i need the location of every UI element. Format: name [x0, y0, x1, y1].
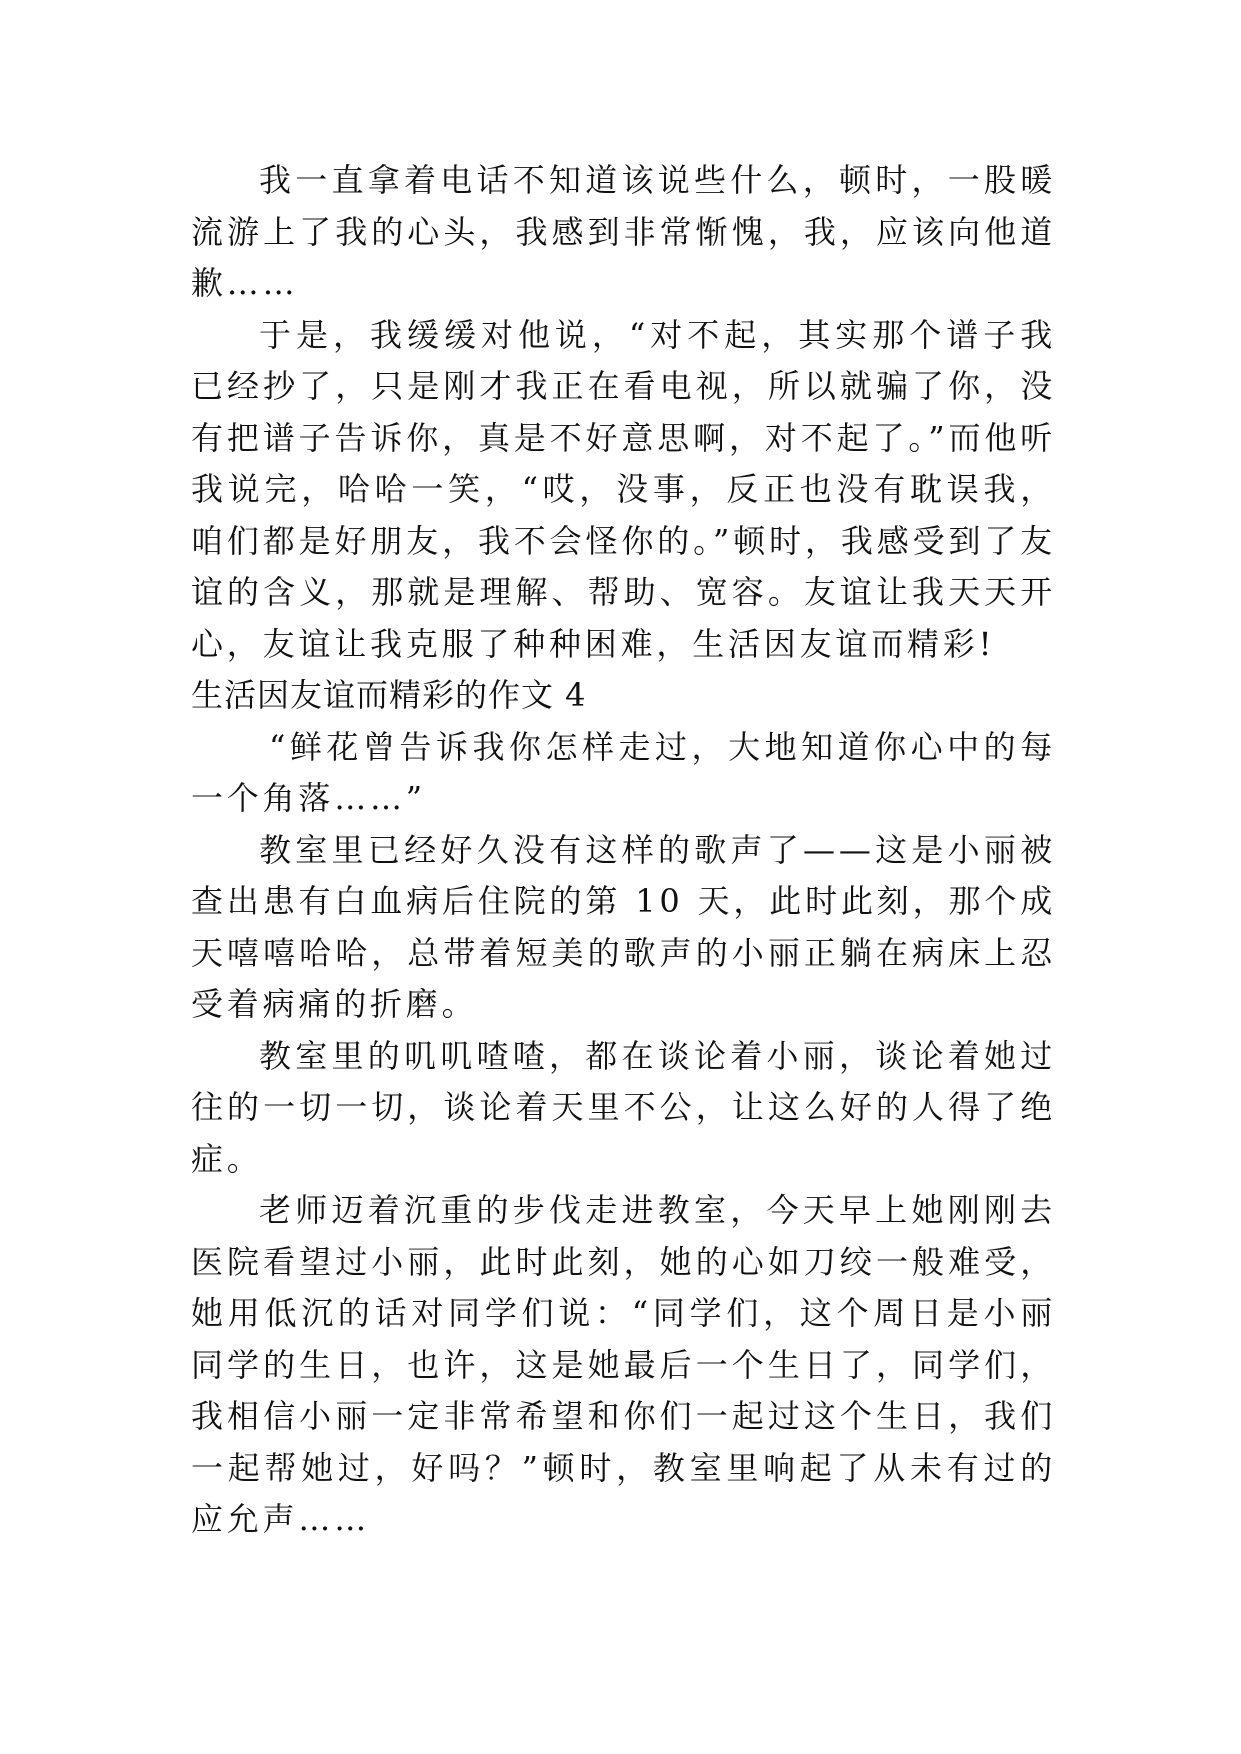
paragraph-classroom-song: 教室里已经好久没有这样的歌声了——这是小丽被查出患有白血病后住院的第 10 天，此时此刻，那个成天嘻嘻哈哈，总带着短美的歌声的小丽正躺在病床上忍受着病痛的折磨。 [191, 830, 1056, 1023]
paragraph-classroom-talk: 教室里的叽叽喳喳，都在谈论着小丽，谈论着她过往的一切一切，谈论着天里不公，让这么好的人得了绝症。 [191, 1036, 1056, 1178]
paragraph-apology: 于是，我缓缓对他说，“对不起，其实那个谱子我已经抄了，只是刚才我正在看电视，所以就骗了你，没有把谱子告诉你，真是不好意思啊，对不起了。”而他听我说完，哈哈一笑，“哎，没事，反正也没有耽误我，咱们都是好朋友，我不会怪你的。”顿时，我感受到了友谊的含义，那就是理解、帮助、宽容。友谊让我天天开心，友谊让我克服了种种困难，生活因友谊而精彩! [191, 315, 1056, 663]
paragraph-phone-call: 我一直拿着电话不知道该说些什么，顿时，一股暖流游上了我的心头，我感到非常惭愧，我，应该向他道歉…… [191, 161, 1056, 302]
paragraph-song-quote: “鲜花曾告诉我你怎样走过，大地知道你心中的每一个角落……” [191, 727, 1056, 817]
section-heading: 生活因友谊而精彩的作文 4 [191, 676, 587, 714]
paragraph-teacher-announcement: 老师迈着沉重的步伐走进教室，今天早上她刚刚去医院看望过小丽，此时此刻，她的心如刀绞一般难受，她用低沉的话对同学们说：“同学们，这个周日是小丽同学的生日，也许，这是她最后一个生日了，同学们，我相信小丽一定非常希望和你们一起过这个生日，我们一起帮她过，好吗？”顿时，教室里响起了从未有过的应允声…… [191, 1191, 1056, 1538]
document-body [191, 155, 1056, 1546]
